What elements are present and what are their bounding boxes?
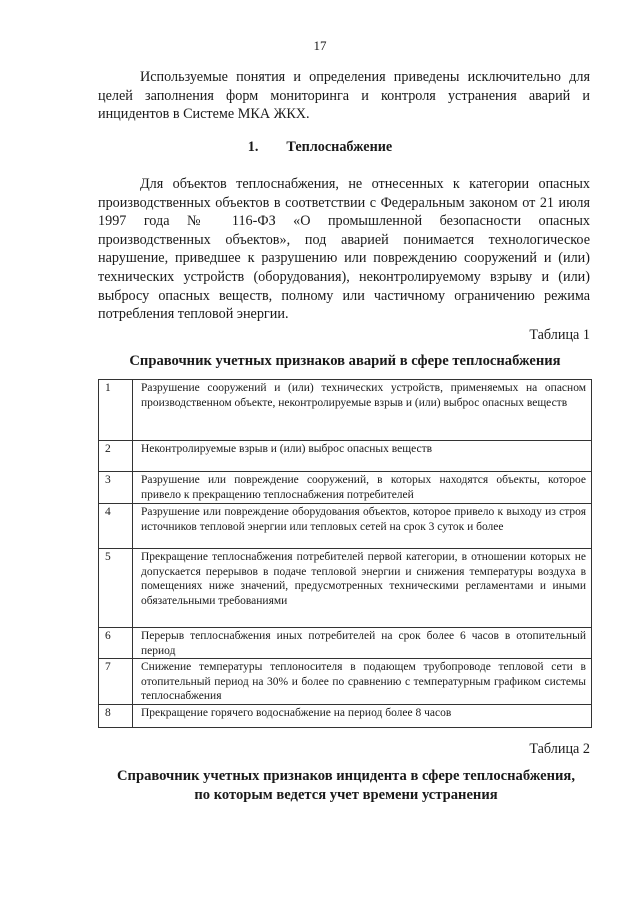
intro-paragraph: Используемые понятия и определения приведены исключительно для целей заполнения форм мониторинга и контроля устранения аварий и инцидентов в Системе МКА ЖКХ. [98,69,590,123]
page-number: 17 [313,38,327,53]
row-text: Разрушение или повреждение оборудования объектов, которое привело к выходу из строя источников тепловой энергии или тепловых сетей на срок 3 суток и более [133,504,592,549]
table-row [99,472,592,504]
row-number: 2 [99,441,133,472]
row-number: 8 [99,704,133,727]
row-number: 7 [99,659,133,705]
table-row [99,704,592,727]
table2-label: Таблица 2 [529,741,590,757]
table2-title-line1: Справочник учетных признаков инцидента в сфере теплоснабжения, [117,768,575,784]
row-number: 6 [99,628,133,659]
row-text: Разрушение или повреждение сооружений, в которых находятся объекты, которое привело к прекращению теплоснабжения потребителей [133,472,592,504]
table-row [99,628,592,659]
section-title: Теплоснабжение [286,139,393,155]
row-text: Неконтролируемые взрыв и (или) выброс опасных веществ [133,441,592,472]
row-text: Снижение температуры теплоносителя в подающем трубопроводе тепловой сети в отопительный период на 30% и более по сравнению с температурным графиком системы теплоснабжения [133,659,592,705]
row-text: Прекращение горячего водоснабжение на период более 8 часов [133,704,592,727]
row-text: Разрушение сооружений и (или) технических устройств, применяемых на опасном производственном объекте, неконтролируемые взрыв и (или) выброс опасных веществ [133,380,592,441]
table-row [99,504,592,549]
table-row [99,549,592,628]
table1-title: Справочник учетных признаков аварий в сфере теплоснабжения [129,353,561,369]
section-paragraph: Для объектов теплоснабжения, не отнесенных к категории опасных производственных объектов в соответствии с Федеральным законом от 21 июля 1997 года № 116-ФЗ «О промышленной безопасности опасных производственных объектов», под аварией понимается технологическое нарушение, приведшее к разрушению или повреждению сооружений и (или) технических устройств (оборудования), неконтролируемому взрыву и (или) выбросу опасных веществ, полному или частичному ограничению режима потребления тепловой энергии. [98,176,590,323]
table-row [99,659,592,705]
row-number: 3 [99,472,133,504]
row-number: 5 [99,549,133,628]
table1-label: Таблица 1 [529,327,590,343]
table-row [99,380,592,441]
section-number: 1. [247,139,259,155]
table-row [99,441,592,472]
row-number: 1 [99,380,133,441]
row-number: 4 [99,504,133,549]
row-text: Прекращение теплоснабжения потребителей первой категории, в отношении которых не допускается перерывов в подаче тепловой энергии и снижения температуры воздуха в помещениях ниже значений, предусмотренных техническими регламентами и иными обязательными требованиями [133,549,592,628]
row-text: Перерыв теплоснабжения иных потребителей на срок более 6 часов в отопительный период [133,628,592,659]
section-heading [0,139,640,156]
table2-title-line2: по которым ведется учет времени устранения [194,787,498,803]
accident-criteria-table [98,379,592,728]
table2-title [90,767,602,805]
